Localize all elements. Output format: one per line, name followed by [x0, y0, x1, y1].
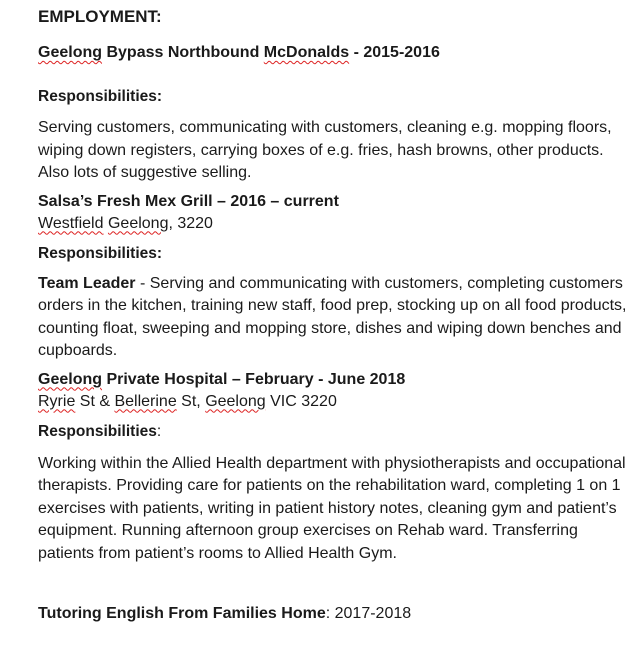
title-part: - 2015-2016	[349, 44, 440, 61]
job-entry-salsas	[38, 191, 638, 363]
responsibilities-label: Responsibilities:	[38, 88, 163, 105]
address-part: Bellerine	[114, 392, 177, 410]
tutoring-entry	[38, 603, 638, 625]
address-part: Geelong	[107, 214, 169, 232]
job-entry-hospital	[38, 369, 638, 566]
tutoring-dates: : 2017-2018	[325, 605, 412, 622]
employment-section	[38, 6, 638, 625]
job-title	[38, 42, 638, 64]
job-title	[38, 369, 638, 391]
address-part: Geelong	[205, 392, 266, 410]
title-part: Geelong	[38, 370, 103, 388]
tutoring-label: Tutoring English From Families Home	[38, 605, 326, 622]
title-part: Private Hospital – February - June 2018	[102, 370, 406, 388]
title-part: Geelong	[38, 44, 103, 61]
title-part: Salsa’s Fresh Mex Grill – 2016 – current	[38, 192, 339, 210]
responsibilities-colon: :	[156, 422, 162, 440]
address-part: , 3220	[168, 214, 213, 232]
job-description	[38, 273, 638, 363]
address-part: Ryrie	[38, 392, 76, 410]
address-part: VIC 3220	[265, 392, 337, 410]
section-heading: EMPLOYMENT:	[38, 7, 162, 26]
responsibilities-label	[38, 421, 638, 443]
job-entry-mcdonalds	[38, 42, 638, 185]
job-description: Working within the Allied Health department with physiotherapists and occupational therapists. Providing care for patients on the rehabilitation ward, completing 1 on 1 exercises with patients, writing in patient history notes, cleaning gym and patient’s equipment. Running afternoon group exercises on Rehab ward. Transferring patients from patient’s rooms to Allied Health Gym.	[38, 454, 626, 562]
job-address	[38, 213, 638, 235]
job-title	[38, 191, 638, 213]
role-lead: Team Leader	[38, 274, 136, 292]
description-text: - Serving and communicating with customers, completing customers orders in the kitchen, training new staff, food prep, stocking up on all food products, counting float, sweeping and mopping store, dishes and wiping down benches and cupboards.	[38, 274, 627, 359]
address-part: Westfield	[38, 214, 104, 232]
address-part: St &	[75, 392, 115, 410]
responsibilities-label: Responsibilities:	[38, 244, 163, 262]
job-address	[38, 391, 638, 413]
job-description: Serving customers, communicating with customers, cleaning e.g. mopping floors, wiping down registers, carrying boxes of e.g. fries, hash browns, other products. Also lots of suggestive selling.	[38, 119, 612, 181]
title-part: Bypass Northbound	[102, 44, 264, 61]
responsibilities-label-text: Responsibilities	[38, 422, 157, 440]
title-part: McDonalds	[263, 44, 350, 61]
address-part: St,	[176, 392, 206, 410]
